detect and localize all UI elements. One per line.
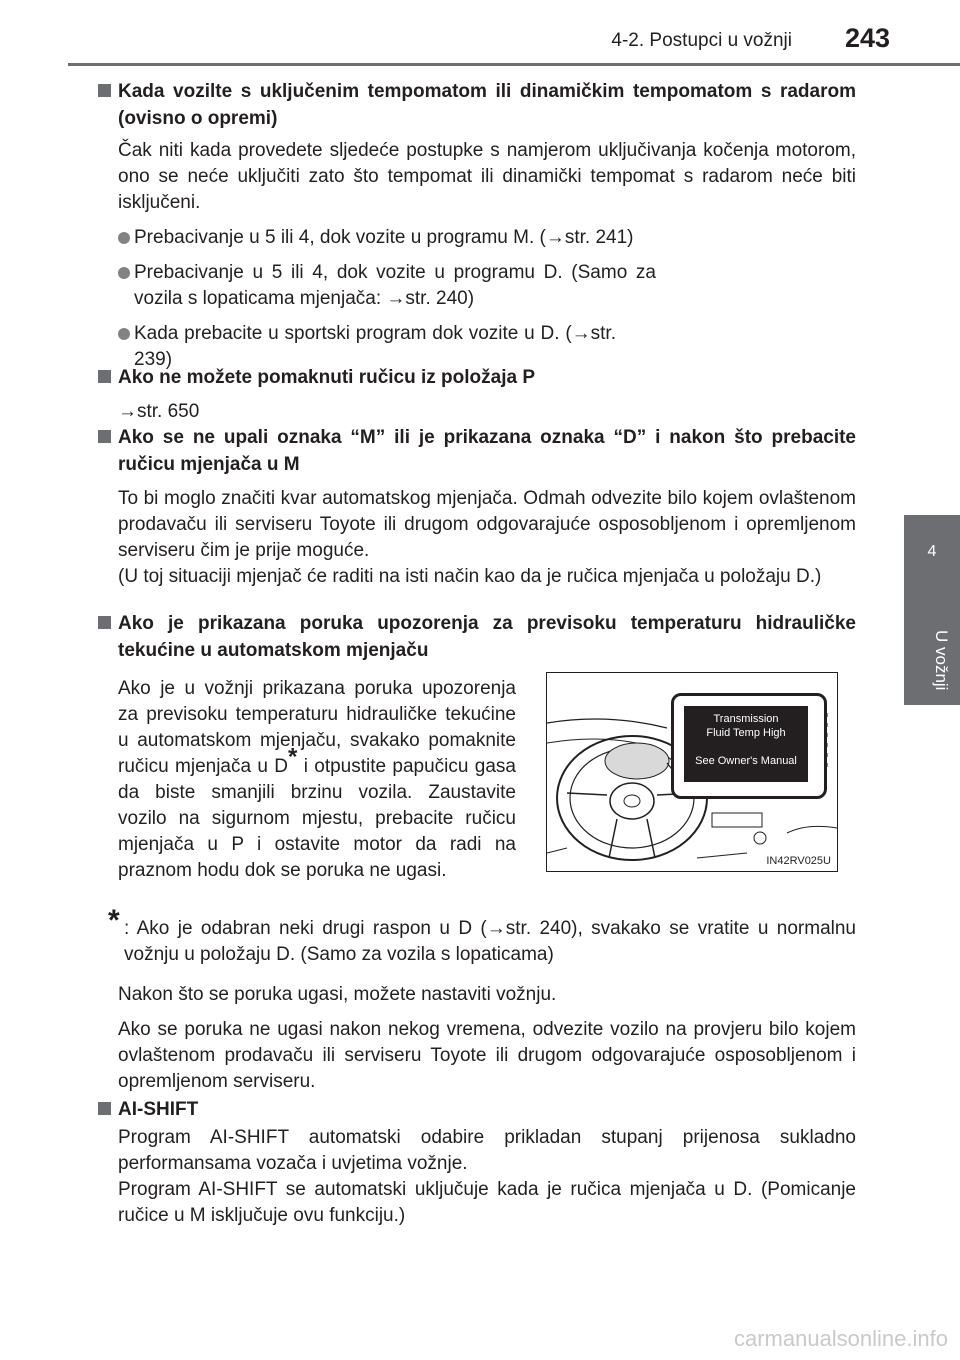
paragraph: (U toj situaciji mjenjač će raditi na isti način kao da je ručica mjenjača u položaju D.) bbox=[118, 566, 822, 587]
warning-display-screen: Transmission Fluid Temp High See Owner's Manual bbox=[684, 706, 808, 782]
bullet-icon bbox=[118, 267, 130, 279]
section-heading: Ako je prikazana poruka upozorenja za previsoku temperaturu hidrauličke tekućine u automatskom mjenjaču bbox=[98, 610, 856, 664]
chapter-label: U vožnji bbox=[932, 629, 951, 691]
chapter-number: 4 bbox=[927, 543, 937, 560]
paragraph: Ako je u vožnji prikazana poruka upozorenja za previsoku temperaturu hidrauličke tekućine u automatskom mjenjaču, svakako pomaknite ručicu mjenjača u D* i otpustite papučicu gasa da biste smanjili brzinu vozila. Zaustavite vozilo na sigurnom mjestu, prebacite ručicu mjenjača u P i ostavite motor da radi na praznom hodu dok se poruka ne ugasi. bbox=[118, 678, 517, 881]
section-shift-lever-stuck bbox=[98, 364, 856, 425]
section-heading: Ako se ne upali oznaka “M” ili je prikazana oznaka “D” i nakon što prebacite ručicu mjenjača u M bbox=[98, 424, 856, 478]
page-reference: →str. 650 bbox=[118, 401, 200, 422]
paragraph: To bi moglo značiti kvar automatskog mjenjača. Odmah odvezite bilo kojem ovlaštenom prodavaču ili serviseru Toyote ili drugom odgovarajuće osposobljenom i opremljenom serviseru čim je prije moguće. bbox=[118, 488, 856, 561]
paragraph: Program AI-SHIFT automatski odabire prikladan stupanj prijenosa sukladno performansama vozača i uvjetima vožnje. bbox=[118, 1127, 856, 1174]
warning-display-callout bbox=[671, 693, 827, 799]
section-heading: Kada vozilte s uključenim tempomatom ili dinamičkim tempomatom s radarom (ovisno o opremi) bbox=[98, 78, 856, 132]
section-fluid-temp-continued bbox=[98, 904, 856, 1095]
list-item: Prebacivanje u 5 ili 4, dok vozite u programu D. (Samo za vozila s lopaticama mjenjača: →str. 240) bbox=[98, 260, 856, 312]
section-ai-shift bbox=[98, 1096, 856, 1229]
header-rule bbox=[68, 63, 960, 66]
bullet-icon bbox=[118, 232, 130, 244]
page-number: 243 bbox=[844, 23, 890, 53]
warning-message-illustration bbox=[546, 672, 838, 872]
list-item: Prebacivanje u 5 ili 4, dok vozite u programu M. (→str. 241) bbox=[98, 225, 856, 251]
section-cruise-control bbox=[98, 78, 856, 373]
paragraph: Program AI-SHIFT se automatski uključuje kada je ručica mjenjača u D. (Pomicanje ručice u M isključuje ovu funkciju.) bbox=[118, 1179, 856, 1226]
paragraph: Nakon što se poruka ugasi, možete nastaviti vožnju. bbox=[118, 984, 557, 1005]
section-heading: Ako ne možete pomaknuti ručicu iz položaja P bbox=[98, 364, 856, 391]
figure-code: IN42RV025U bbox=[766, 855, 831, 867]
paragraph: Čak niti kada provedete sljedeće postupke s namjerom uključivanja kočenja motorom, ono se neće uključiti zato što tempomat ili dinamički tempomat s radarom neće biti isključeni. bbox=[118, 140, 856, 213]
section-m-indicator bbox=[98, 424, 856, 590]
bullet-icon bbox=[118, 328, 130, 340]
section-heading: AI-SHIFT bbox=[98, 1096, 856, 1123]
heading-marker-icon bbox=[98, 370, 111, 383]
paragraph: Ako se poruka ne ugasi nakon nekog vremena, odvezite vozilo na provjeru bilo kojem ovlaštenom prodavaču ili serviseru Toyote ili drugom odgovarajuće osposobljenom i opremljenom serviseru. bbox=[118, 1019, 856, 1092]
footnote-marker: * bbox=[108, 904, 120, 937]
heading-marker-icon bbox=[98, 84, 111, 97]
heading-marker-icon bbox=[98, 430, 111, 443]
watermark: carmanualsonline.info bbox=[733, 1326, 948, 1351]
header-section-title: 4-2. Postupci u vožnji bbox=[611, 30, 792, 51]
heading-marker-icon bbox=[98, 616, 111, 629]
footnote: * : Ako je odabran neki drugi raspon u D (→str. 240), svakako se vratite u normalnu vožnju u položaju D. (Samo za vozila s lopaticama) bbox=[108, 904, 856, 965]
footnote-marker: * bbox=[288, 743, 298, 771]
heading-marker-icon bbox=[98, 1102, 111, 1115]
list-item: Kada prebacite u sportski program dok vozite u D. (→str. 239) bbox=[98, 321, 856, 373]
